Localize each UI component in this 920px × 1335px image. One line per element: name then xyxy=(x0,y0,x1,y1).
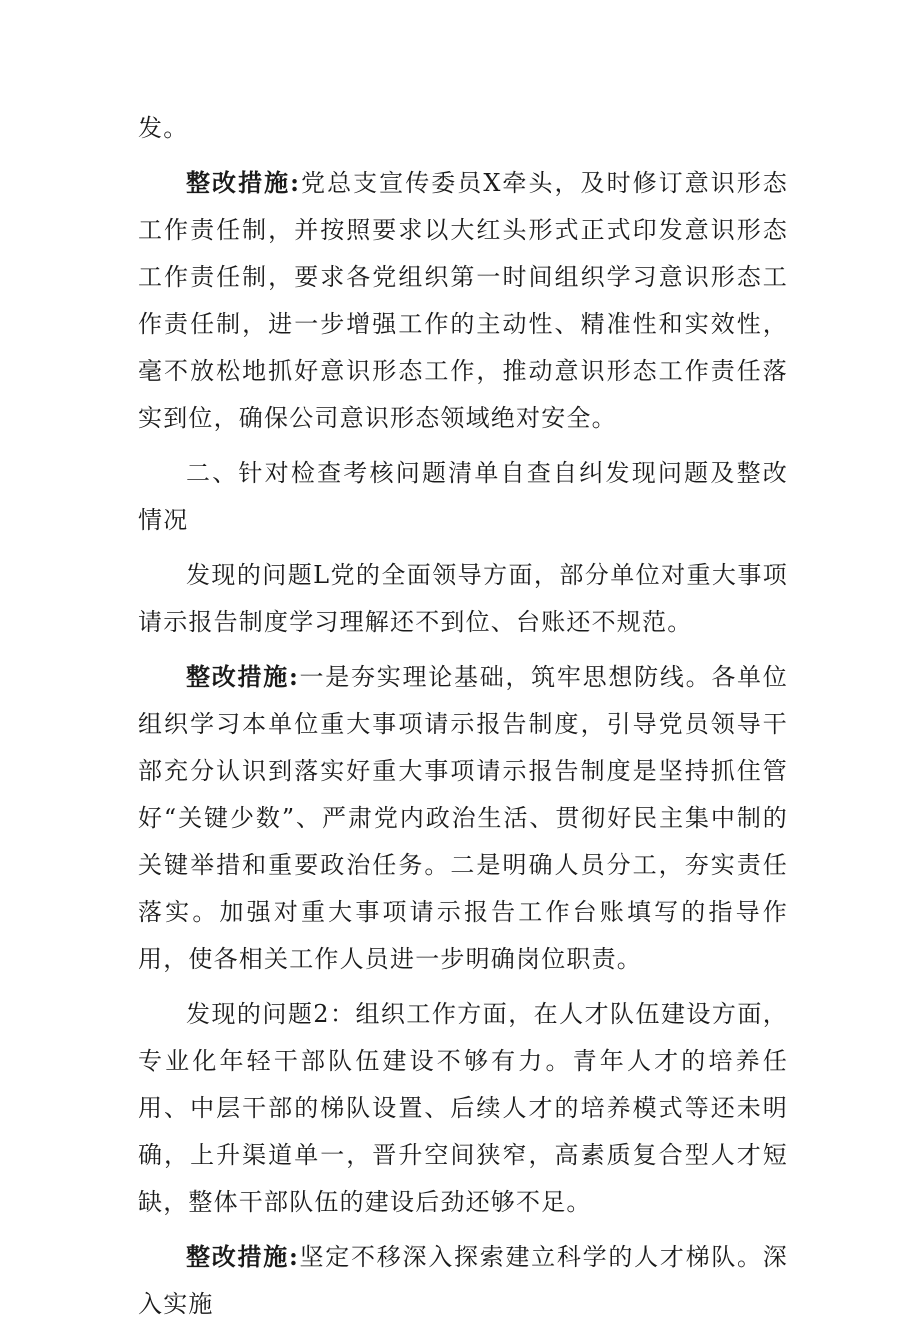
paragraph-problem-2 xyxy=(138,990,788,1226)
paragraph-1-text: 发。 xyxy=(138,114,189,142)
paragraph-measure-2 xyxy=(138,1233,788,1328)
paragraph-measure-1 xyxy=(138,653,788,983)
paragraph-problem-1 xyxy=(138,551,788,646)
document-body xyxy=(138,104,788,1335)
paragraph-measure-2-text: 坚定不移深入探索建立科学的人才梯队。深入实施 xyxy=(138,1243,788,1318)
paragraph-measure-2-lead: 整改措施: xyxy=(186,1242,300,1271)
paragraph-measure-1-lead: 整改措施: xyxy=(186,662,300,691)
paragraph-2-text: 党总支宣传委员X牵头，及时修订意识形态工作责任制，并按照要求以大红头形式正式印发意识形态工作责任制，要求各党组织第一时间组织学习意识形态工作责任制，进一步增强工作的主动性、精准性和实效性，毫不放松地抓好意识形态工作，推动意识形态工作责任落实到位，确保公司意识形态领域绝对安全。 xyxy=(138,169,789,432)
section-heading-text: 二、针对检查考核问题清单自查自纠发现问题及整改情况 xyxy=(138,459,788,534)
paragraph-2 xyxy=(138,159,788,442)
paragraph-problem-1-text: 发现的问题L党的全面领导方面，部分单位对重大事项请示报告制度学习理解还不到位、台账还不规范。 xyxy=(138,561,788,636)
paragraph-1 xyxy=(138,104,788,152)
paragraph-2-lead: 整改措施: xyxy=(186,168,301,197)
paragraph-measure-1-text: 一是夯实理论基础，筑牢思想防线。各单位组织学习本单位重大事项请示报告制度，引导党员领导干部充分认识到落实好重大事项请示报告制度是坚持抓住管好“关键少数”、严肃党内政治生活、贯彻好民主集中制的关键举措和重要政治任务。二是明确人员分工，夯实责任落实。加强对重大事项请示报告工作台账填写的指导作用，使各相关工作人员进一步明确岗位职责。 xyxy=(138,663,788,973)
section-heading xyxy=(138,449,788,544)
paragraph-problem-2-text: 发现的问题2：组织工作方面，在人才队伍建设方面，专业化年轻干部队伍建设不够有力。青年人才的培养任用、中层干部的梯队设置、后续人才的培养模式等还未明确，上升渠道单一，晋升空间狭窄，高素质复合型人才短缺，整体干部队伍的建设后劲还够不足。 xyxy=(138,1000,788,1216)
